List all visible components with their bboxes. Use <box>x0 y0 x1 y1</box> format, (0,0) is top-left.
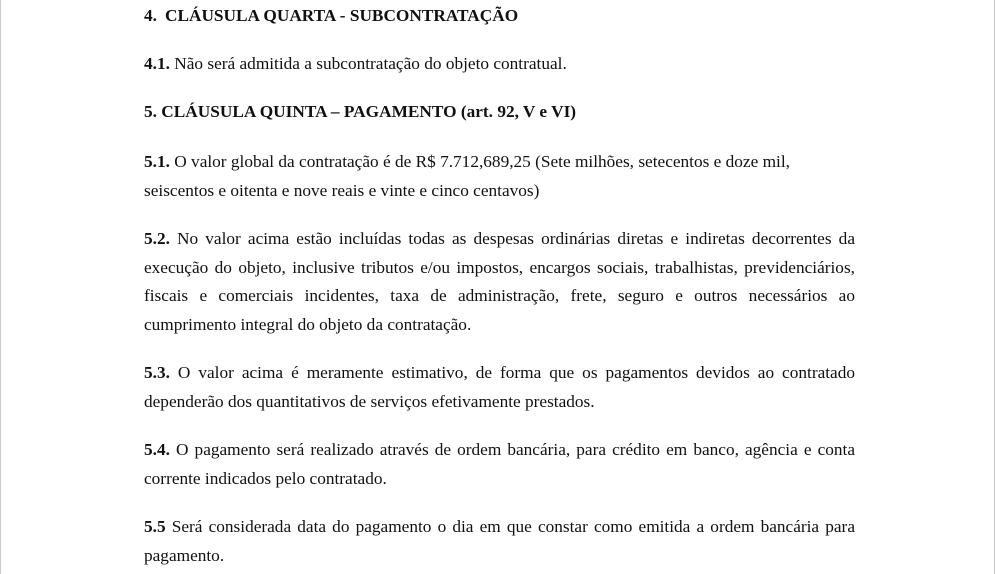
clause-5-title: 5. CLÁUSULA QUINTA – PAGAMENTO (art. 92, V e VI) <box>144 102 577 121</box>
paragraph-5-4 <box>144 436 855 493</box>
clause-4-heading <box>144 4 855 28</box>
paragraph-5-3 <box>144 359 855 416</box>
paragraph-5-3-text: O valor acima é meramente estimativo, de forma que os pagamentos devidos ao contratado dependerão dos quantitativos de serviços efetivamente prestados. <box>144 363 855 411</box>
paragraph-5-5 <box>144 513 855 570</box>
paragraph-5-2-number: 5.2. <box>144 229 170 248</box>
paragraph-5-1 <box>144 148 855 205</box>
paragraph-4-1 <box>144 52 855 76</box>
paragraph-5-1-text: O valor global da contratação é de R$ 7.712,689,25 (Sete milhões, setecentos e doze mil, seiscentos e oitenta e nove reais e vinte e cinco centavos) <box>144 152 790 200</box>
clause-5-heading <box>144 100 855 124</box>
paragraph-5-1-number: 5.1. <box>144 152 170 171</box>
paragraph-4-1-number: 4.1. <box>144 54 170 73</box>
document-body <box>144 4 855 574</box>
paragraph-5-4-number: 5.4. <box>144 440 170 459</box>
paragraph-5-2 <box>144 225 855 339</box>
clause-4-number: 4. <box>144 6 157 25</box>
clause-4-title: CLÁUSULA QUARTA - SUBCONTRATAÇÃO <box>164 6 519 25</box>
paragraph-5-3-number: 5.3. <box>144 363 170 382</box>
paragraph-4-1-text: Não será admitida a subcontratação do objeto contratual. <box>174 54 567 73</box>
paragraph-5-5-text: Será considerada data do pagamento o dia em que constar como emitida a ordem bancária para pagamento. <box>144 517 855 565</box>
paragraph-5-2-text: No valor acima estão incluídas todas as despesas ordinárias diretas e indiretas decorrentes da execução do objeto, inclusive tributos e/ou impostos, encargos sociais, trabalhistas, previdenciários, fiscais e comerciais incidentes, taxa de administração, frete, seguro e outros necessários ao cumprimento integral do objeto da contratação. <box>144 229 855 334</box>
paragraph-5-5-number: 5.5 <box>144 517 166 536</box>
paragraph-5-4-text: O pagamento será realizado através de ordem bancária, para crédito em banco, agência e conta corrente indicados pelo contratado. <box>144 440 855 488</box>
